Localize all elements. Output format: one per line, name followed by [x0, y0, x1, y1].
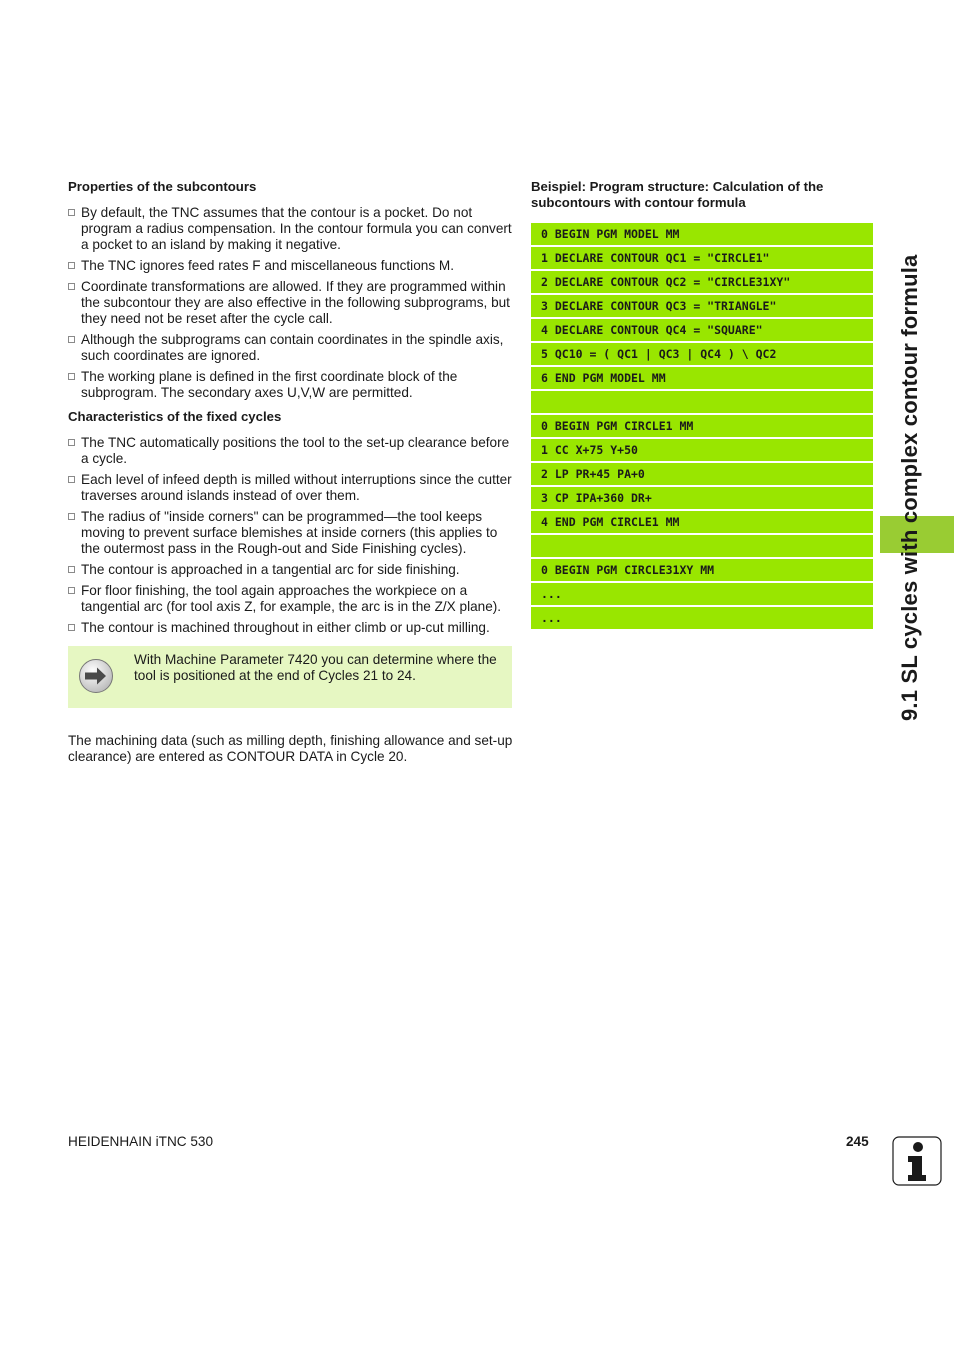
list-item [68, 583, 514, 615]
bullet-square-icon [68, 566, 75, 573]
list-item [68, 620, 514, 636]
characteristics-list [68, 435, 514, 636]
section-heading-characteristics: Characteristics of the fixed cycles [68, 409, 282, 425]
bullet-square-icon [68, 373, 75, 380]
code-line: 0 BEGIN PGM CIRCLE1 MM [531, 415, 873, 437]
arrow-right-icon [78, 658, 114, 694]
code-line: 3 CP IPA+360 DR+ [531, 487, 873, 509]
list-item [68, 369, 514, 401]
list-item-text: Although the subprograms can contain coordinates in the spindle axis, such coordinates are ignored. [81, 331, 504, 364]
bullet-square-icon [68, 262, 75, 269]
section-heading-properties: Properties of the subcontours [68, 179, 257, 194]
list-item-text: The radius of "inside corners" can be programmed—the tool keeps moving to prevent surface blemishes at inside corners (this applies to the outermost pass in the Rough-out and Side Finishing cycles). [81, 509, 498, 557]
list-item [68, 562, 514, 578]
list-item [68, 509, 514, 558]
note-box [68, 646, 512, 708]
code-line: 4 END PGM CIRCLE1 MM [531, 511, 873, 533]
note-text: With Machine Parameter 7420 you can determine where the tool is positioned at the end of Cycles 21 to 24. [134, 651, 497, 684]
code-line-empty [531, 391, 873, 413]
list-item-text: By default, the TNC assumes that the contour is a pocket. Do not program a radius compensation. In the contour formula you can convert a pocket to an island by making it negative. [81, 205, 512, 253]
bullet-square-icon [68, 439, 75, 446]
code-line: ... [531, 583, 873, 605]
bullet-square-icon [68, 476, 75, 483]
code-line: 2 DECLARE CONTOUR QC2 = "CIRCLE31XY" [531, 271, 873, 293]
list-item [68, 279, 514, 328]
list-item-text: The TNC automatically positions the tool to the set-up clearance before a cycle. [81, 435, 510, 467]
bullet-square-icon [68, 587, 75, 594]
example-title: Beispiel: Program structure: Calculation of the subcontours with contour formula [531, 179, 824, 210]
code-line: ... [531, 607, 873, 629]
bullet-square-icon [68, 209, 75, 216]
left-column [68, 179, 514, 765]
list-item [68, 205, 514, 254]
code-line-empty [531, 535, 873, 557]
bullet-square-icon [68, 283, 75, 290]
list-item-text: The contour is approached in a tangential arc for side finishing. [81, 562, 460, 578]
page-number: 245 [846, 1134, 869, 1149]
list-item [68, 472, 514, 504]
bullet-square-icon [68, 624, 75, 631]
code-line: 4 DECLARE CONTOUR QC4 = "SQUARE" [531, 319, 873, 341]
list-item [68, 332, 514, 364]
list-item-text: For floor finishing, the tool again approaches the workpiece on a tangential arc (for tool axis Z, for example, the arc is in the Z/X plane). [81, 582, 502, 615]
code-line: 0 BEGIN PGM MODEL MM [531, 223, 873, 245]
code-listing [531, 223, 873, 629]
right-column [531, 179, 873, 631]
code-line: 0 BEGIN PGM CIRCLE31XY MM [531, 559, 873, 581]
footer-product-name: HEIDENHAIN iTNC 530 [68, 1134, 214, 1149]
code-line: 2 LP PR+45 PA+0 [531, 463, 873, 485]
code-line: 1 DECLARE CONTOUR QC1 = "CIRCLE1" [531, 247, 873, 269]
code-line: 1 CC X+75 Y+50 [531, 439, 873, 461]
info-icon [892, 1136, 942, 1186]
bullet-square-icon [68, 336, 75, 343]
list-item-text: The contour is machined throughout in either climb or up-cut milling. [81, 619, 490, 635]
list-item-text: Coordinate transformations are allowed. If they are programmed within the subcontour they are also effective in the following subprograms, but they need not be reset after the cycle call. [81, 278, 510, 327]
chapter-title: 9.1 SL cycles with complex contour formula [897, 254, 922, 721]
code-line: 5 QC10 = ( QC1 | QC3 | QC4 ) \ QC2 [531, 343, 873, 365]
list-item-text: The TNC ignores feed rates F and miscellaneous functions M. [81, 258, 454, 274]
bullet-square-icon [68, 513, 75, 520]
code-line: 6 END PGM MODEL MM [531, 367, 873, 389]
list-item [68, 258, 514, 274]
list-item-text: The working plane is defined in the first coordinate block of the subprogram. The secondary axes U,V,W are permitted. [81, 368, 458, 401]
list-item-text: Each level of infeed depth is milled without interruptions since the cutter traverses around islands instead of over them. [81, 472, 512, 504]
code-line: 3 DECLARE CONTOUR QC3 = "TRIANGLE" [531, 295, 873, 317]
list-item [68, 435, 514, 467]
closing-paragraph: The machining data (such as milling depth, finishing allowance and set-up clearance) are entered as CONTOUR DATA in Cycle 20. [68, 732, 513, 765]
properties-list [68, 205, 514, 401]
